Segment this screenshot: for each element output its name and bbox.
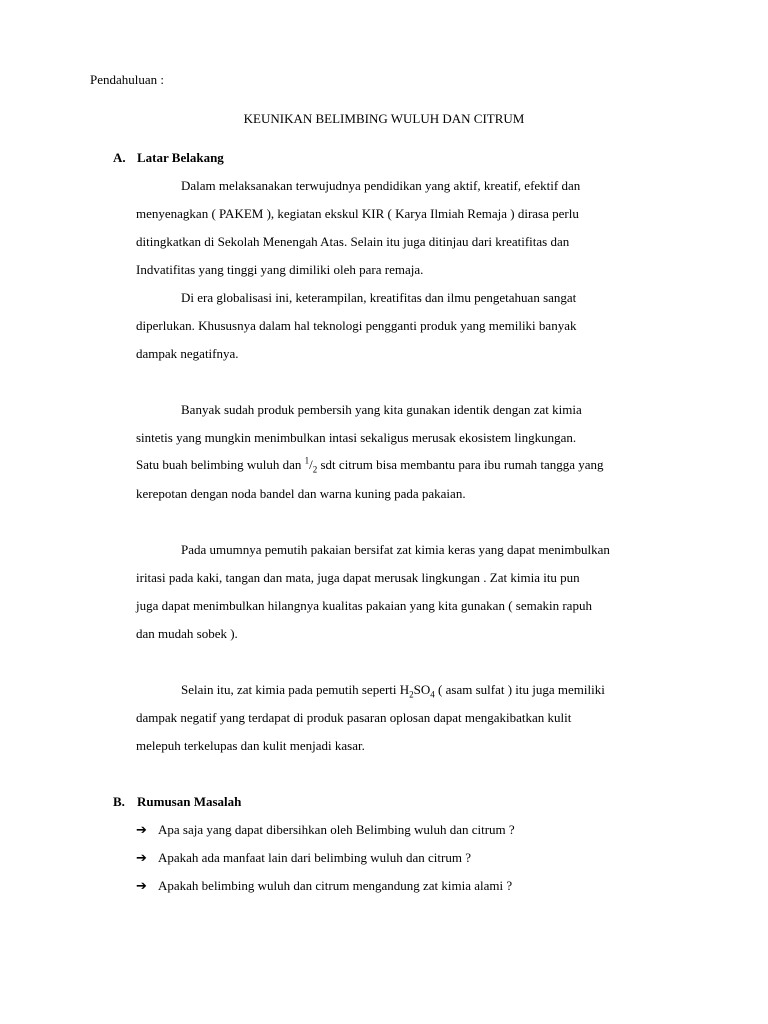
paragraph-line: Pada umumnya pemutih pakaian bersifat zat kimia keras yang dapat menimbulkan bbox=[181, 542, 610, 557]
formula-so: SO bbox=[413, 682, 431, 697]
paragraph-line: Dalam melaksanakan terwujudnya pendidikan yang aktif, kreatif, efektif dan bbox=[181, 178, 581, 193]
paragraph-line: Indvatifitas yang tinggi yang dimiliki oleh para remaja. bbox=[136, 262, 424, 277]
section-b-letter: B. bbox=[113, 794, 125, 809]
fraction-numerator: 1 bbox=[304, 455, 310, 466]
paragraph-line-formula bbox=[181, 682, 605, 698]
question-item bbox=[136, 878, 512, 894]
paragraph-line: dampak negatif yang terdapat di produk pasaran oplosan dapat mengakibatkan kulit bbox=[136, 710, 572, 725]
formula-text-after: ( asam sulfat ) itu juga memiliki bbox=[434, 682, 605, 697]
paragraph-line: sintetis yang mungkin menimbulkan intasi sekaligus merusak ekosistem lingkungan. bbox=[136, 430, 577, 445]
paragraph-line-fraction bbox=[136, 457, 604, 473]
section-a-title: Latar Belakang bbox=[137, 150, 224, 165]
fraction-text-before: Satu buah belimbing wuluh dan bbox=[136, 457, 305, 472]
paragraph-line: juga dapat menimbulkan hilangnya kualitas pakaian yang kita gunakan ( semakin rapuh bbox=[136, 598, 592, 613]
arrow-right-icon: ➔ bbox=[136, 823, 147, 838]
paragraph-line: dampak negatifnya. bbox=[136, 346, 239, 361]
formula-text-before: Selain itu, zat kimia pada pemutih seperti H bbox=[181, 682, 410, 697]
formula-subscript-4: 4 bbox=[430, 689, 435, 700]
paragraph-line: melepuh terkelupas dan kulit menjadi kasar. bbox=[136, 738, 365, 753]
question-item bbox=[136, 822, 515, 838]
fraction-text-after: sdt citrum bisa membantu para ibu rumah tangga yang bbox=[317, 457, 604, 472]
paragraph-line: diperlukan. Khususnya dalam hal teknologi pengganti produk yang memiliki banyak bbox=[136, 318, 577, 333]
document-title: KEUNIKAN BELIMBING WULUH DAN CITRUM bbox=[243, 111, 525, 126]
question-item bbox=[136, 850, 471, 866]
paragraph-line: iritasi pada kaki, tangan dan mata, juga dapat merusak lingkungan . Zat kimia itu pun bbox=[136, 570, 580, 585]
paragraph-line: kerepotan dengan noda bandel dan warna kuning pada pakaian. bbox=[136, 486, 466, 501]
arrow-right-icon: ➔ bbox=[136, 879, 147, 894]
question-text: Apakah ada manfaat lain dari belimbing wuluh dan citrum ? bbox=[158, 850, 471, 865]
section-b-heading bbox=[113, 794, 241, 810]
paragraph-line: ditingkatkan di Sekolah Menengah Atas. Selain itu juga ditinjau dari kreatifitas dan bbox=[136, 234, 570, 249]
paragraph-line: Di era globalisasi ini, keterampilan, kreatifitas dan ilmu pengetahuan sangat bbox=[181, 290, 577, 305]
paragraph-line: Banyak sudah produk pembersih yang kita gunakan identik dengan zat kimia bbox=[181, 402, 582, 417]
formula-subscript-2: 2 bbox=[409, 689, 414, 700]
section-b-title: Rumusan Masalah bbox=[137, 794, 242, 809]
paragraph-line: dan mudah sobek ). bbox=[136, 626, 238, 641]
fraction-slash: / bbox=[309, 457, 313, 472]
fraction-denominator: 2 bbox=[312, 464, 318, 475]
question-text: Apakah belimbing wuluh dan citrum mengandung zat kimia alami ? bbox=[158, 878, 513, 893]
paragraph-line: menyenagkan ( PAKEM ), kegiatan ekskul KIR ( Karya Ilmiah Remaja ) dirasa perlu bbox=[136, 206, 579, 221]
section-a-heading bbox=[113, 150, 224, 166]
intro-label: Pendahuluan : bbox=[90, 72, 165, 87]
arrow-right-icon: ➔ bbox=[136, 851, 147, 866]
question-text: Apa saja yang dapat dibersihkan oleh Belimbing wuluh dan citrum ? bbox=[158, 822, 515, 837]
section-a-letter: A. bbox=[113, 150, 126, 165]
